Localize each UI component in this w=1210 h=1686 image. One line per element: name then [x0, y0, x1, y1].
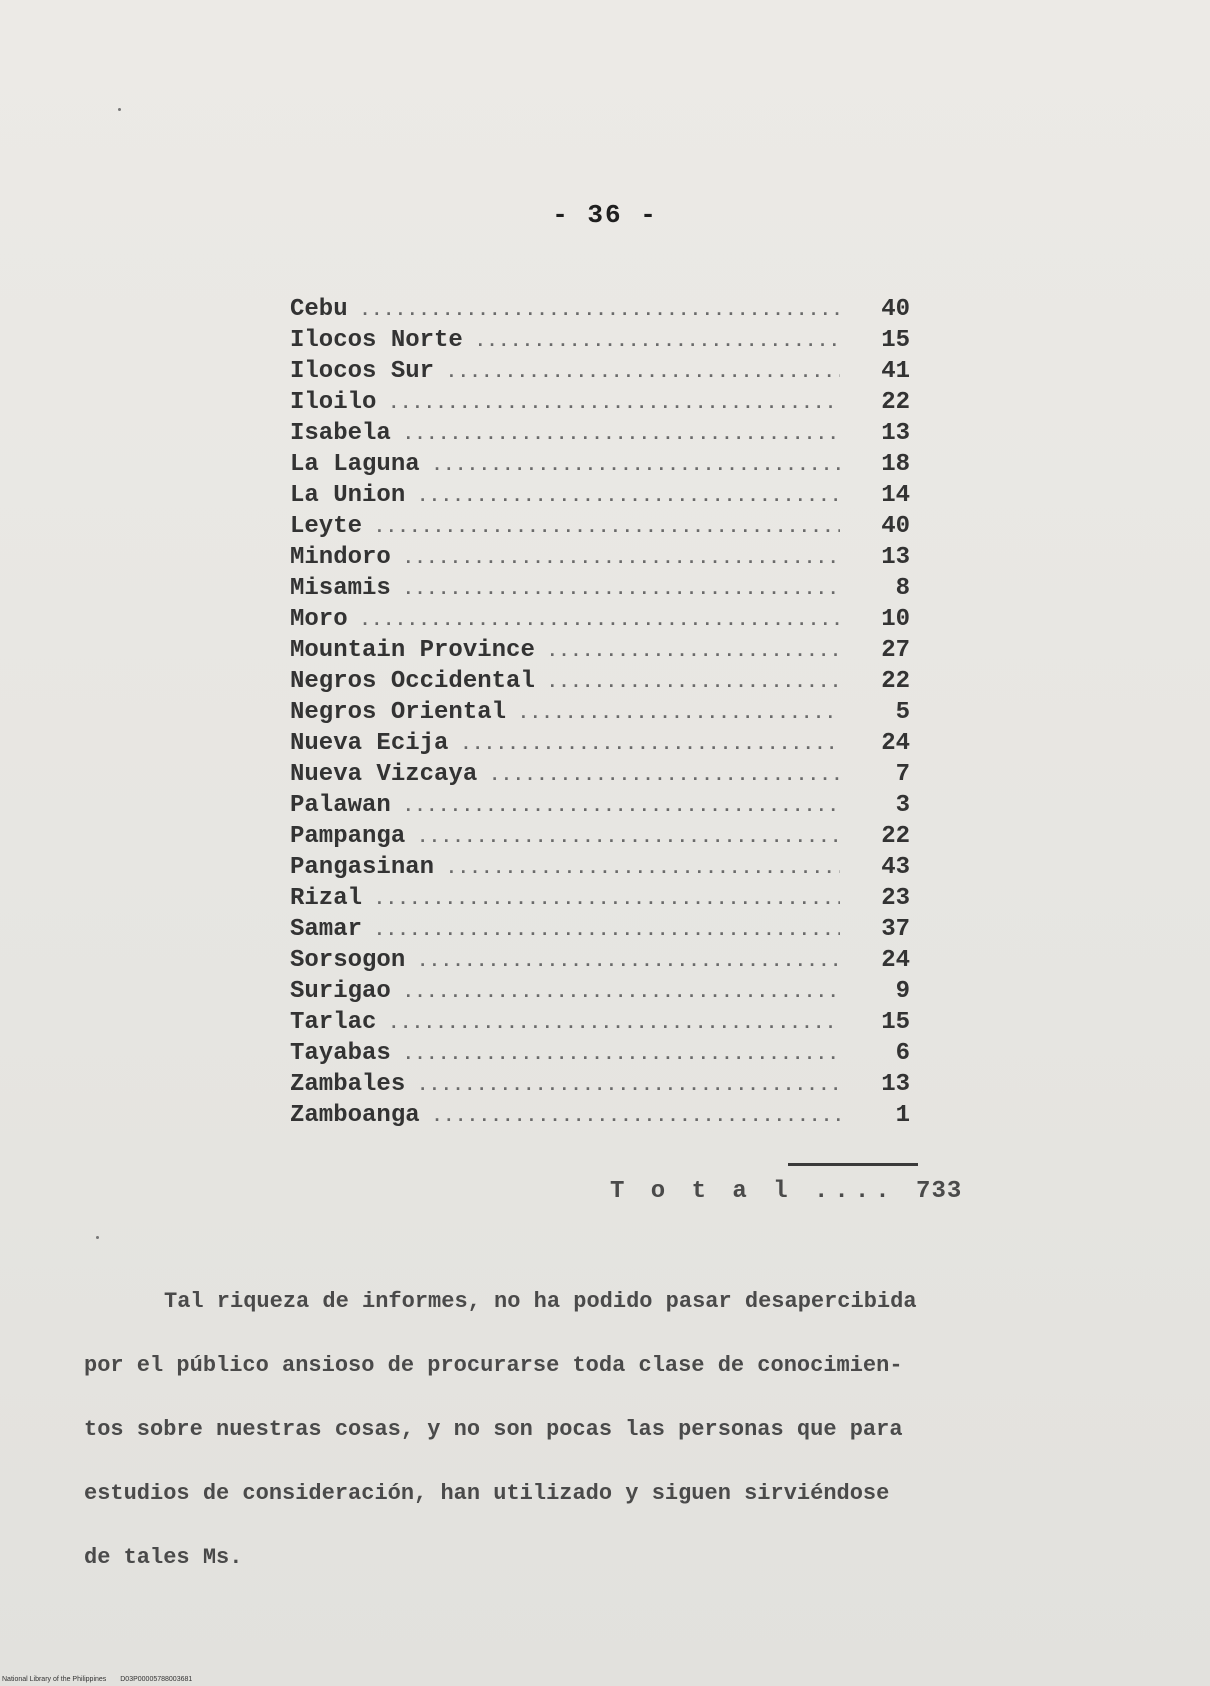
leader-dots	[518, 704, 840, 724]
province-name: Negros Occidental	[290, 668, 535, 695]
leader-dots	[374, 518, 840, 538]
province-name: Iloilo	[290, 389, 377, 416]
province-name: Isabela	[290, 420, 391, 447]
province-name: Surigao	[290, 978, 391, 1005]
province-row	[290, 389, 910, 420]
province-row	[290, 761, 910, 792]
province-row	[290, 606, 910, 637]
province-name: Zamboanga	[290, 1102, 420, 1129]
province-row	[290, 637, 910, 668]
province-row	[290, 420, 910, 451]
province-count: 7	[895, 761, 910, 788]
paper-speck	[96, 1236, 99, 1239]
province-name: Mountain Province	[290, 637, 535, 664]
page-number: - 36 -	[552, 200, 658, 230]
province-name: Mindoro	[290, 544, 391, 571]
province-count: 22	[881, 389, 910, 416]
province-row	[290, 358, 910, 389]
total-rule	[788, 1163, 918, 1166]
province-name: La Laguna	[290, 451, 420, 478]
province-name: Moro	[290, 606, 348, 633]
province-list	[290, 296, 910, 1133]
paragraph-line: por el público ansioso de procurarse toda clase de conocimien-	[84, 1353, 903, 1378]
paragraph-line: de tales Ms.	[84, 1545, 243, 1570]
province-count: 40	[881, 513, 910, 540]
province-row	[290, 1040, 910, 1071]
province-row	[290, 792, 910, 823]
province-row	[290, 823, 910, 854]
province-name: Rizal	[290, 885, 363, 912]
footer-reference: D03P00005788003681	[120, 1676, 193, 1683]
province-name: Tayabas	[290, 1040, 391, 1067]
province-row	[290, 1102, 910, 1133]
province-count: 23	[881, 885, 910, 912]
total-value: 733	[916, 1178, 963, 1205]
province-count: 15	[881, 327, 910, 354]
leader-dots	[403, 580, 840, 600]
province-name: Nueva Vizcaya	[290, 761, 478, 788]
province-name: Misamis	[290, 575, 391, 602]
province-row	[290, 699, 910, 730]
province-name: Negros Oriental	[290, 699, 507, 726]
leader-dots	[446, 363, 840, 383]
leader-dots	[403, 549, 840, 569]
archive-footer	[2, 1676, 192, 1683]
province-row	[290, 730, 910, 761]
footer-institution: National Library of the Philippines	[2, 1676, 107, 1683]
province-row	[290, 327, 910, 358]
leader-dots	[374, 890, 840, 910]
province-count: 5	[895, 699, 910, 726]
paper-speck	[118, 108, 121, 111]
province-row	[290, 296, 910, 327]
body-paragraph	[84, 1270, 1084, 1590]
province-name: Samar	[290, 916, 363, 943]
leader-dots	[547, 673, 840, 693]
province-count: 14	[881, 482, 910, 509]
province-row	[290, 513, 910, 544]
province-row	[290, 1009, 910, 1040]
province-count: 18	[881, 451, 910, 478]
leader-dots	[360, 301, 840, 321]
province-count: 37	[881, 916, 910, 943]
province-name: Pangasinan	[290, 854, 435, 881]
province-name: Ilocos Sur	[290, 358, 435, 385]
total-line	[610, 1178, 963, 1205]
province-row	[290, 451, 910, 482]
leader-dots	[403, 797, 840, 817]
leader-dots	[388, 1014, 840, 1034]
province-name: Nueva Ecija	[290, 730, 449, 757]
leader-dots	[489, 766, 840, 786]
leader-dots	[417, 487, 840, 507]
province-count: 10	[881, 606, 910, 633]
province-count: 8	[895, 575, 910, 602]
paragraph-line: tos sobre nuestras cosas, y no son pocas las personas que para	[84, 1417, 903, 1442]
leader-dots	[374, 921, 840, 941]
province-row	[290, 668, 910, 699]
province-row	[290, 482, 910, 513]
province-count: 24	[881, 730, 910, 757]
province-row	[290, 544, 910, 575]
province-count: 24	[881, 947, 910, 974]
province-name: Pampanga	[290, 823, 406, 850]
total-label: T o t a l ....	[610, 1178, 896, 1205]
province-count: 6	[895, 1040, 910, 1067]
leader-dots	[417, 1076, 840, 1096]
province-row	[290, 947, 910, 978]
province-name: Leyte	[290, 513, 363, 540]
province-count: 9	[895, 978, 910, 1005]
province-count: 13	[881, 544, 910, 571]
province-name: La Union	[290, 482, 406, 509]
province-count: 41	[881, 358, 910, 385]
leader-dots	[403, 1045, 840, 1065]
province-row	[290, 1071, 910, 1102]
leader-dots	[403, 425, 840, 445]
province-count: 27	[881, 637, 910, 664]
province-count: 15	[881, 1009, 910, 1036]
province-count: 40	[881, 296, 910, 323]
leader-dots	[432, 456, 840, 476]
province-count: 3	[895, 792, 910, 819]
province-name: Cebu	[290, 296, 348, 323]
province-row	[290, 978, 910, 1009]
province-row	[290, 575, 910, 606]
province-count: 13	[881, 1071, 910, 1098]
leader-dots	[403, 983, 840, 1003]
leader-dots	[360, 611, 840, 631]
province-name: Zambales	[290, 1071, 406, 1098]
province-name: Tarlac	[290, 1009, 377, 1036]
province-name: Sorsogon	[290, 947, 406, 974]
leader-dots	[388, 394, 840, 414]
leader-dots	[432, 1107, 840, 1127]
leader-dots	[446, 859, 840, 879]
paragraph-line: Tal riqueza de informes, no ha podido pasar desapercibida	[164, 1289, 917, 1314]
province-count: 13	[881, 420, 910, 447]
province-name: Ilocos Norte	[290, 327, 463, 354]
province-count: 22	[881, 668, 910, 695]
leader-dots	[547, 642, 840, 662]
province-row	[290, 885, 910, 916]
leader-dots	[417, 828, 840, 848]
province-count: 22	[881, 823, 910, 850]
leader-dots	[475, 332, 840, 352]
province-row	[290, 854, 910, 885]
province-name: Palawan	[290, 792, 391, 819]
leader-dots	[417, 952, 840, 972]
province-count: 1	[895, 1102, 910, 1129]
province-row	[290, 916, 910, 947]
leader-dots	[460, 735, 840, 755]
province-count: 43	[881, 854, 910, 881]
paragraph-line: estudios de consideración, han utilizado y siguen sirviéndose	[84, 1481, 890, 1506]
